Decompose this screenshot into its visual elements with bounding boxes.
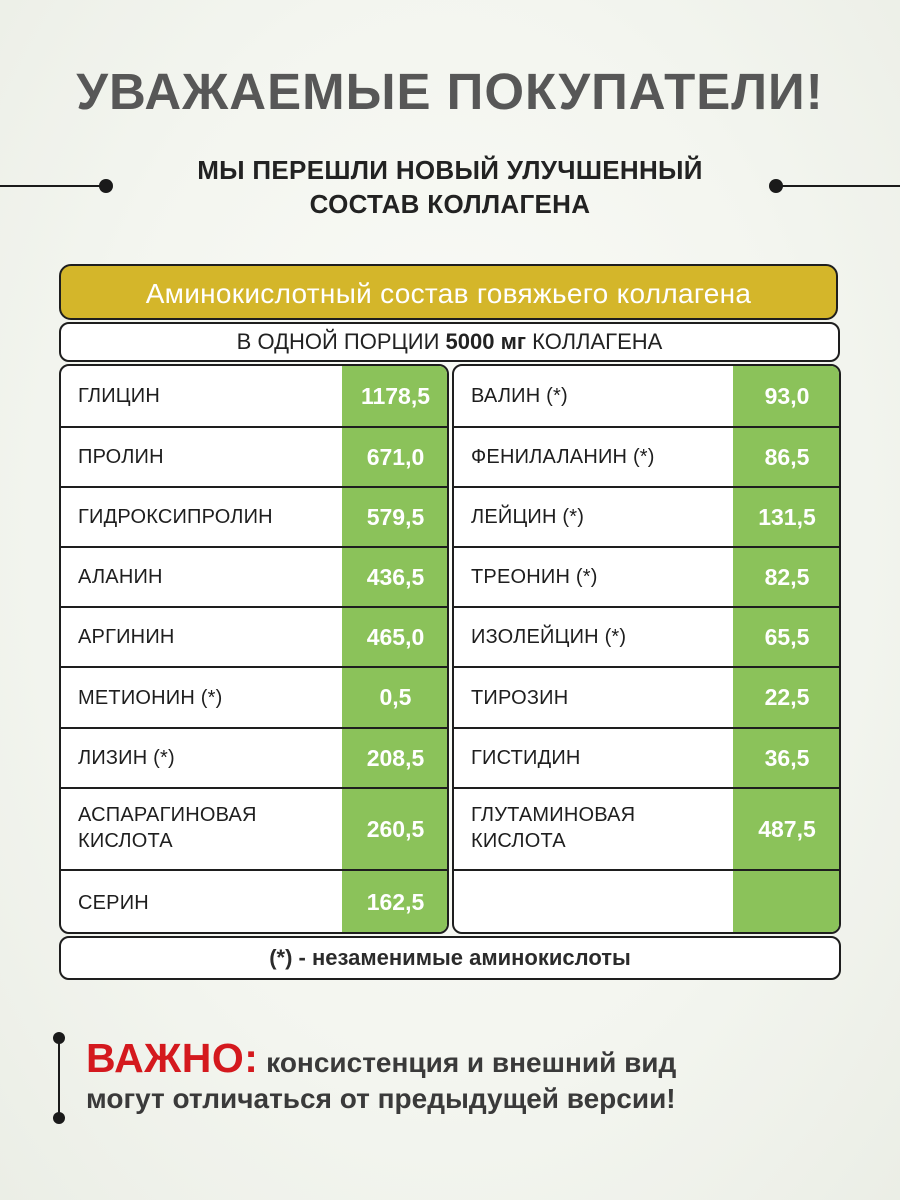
notice-line-1: консистенция и внешний вид [266,1047,677,1078]
amino-acid-name: СЕРИН [78,891,149,914]
amino-acid-name: ПРОЛИН [78,446,164,468]
notice-dot-top [53,1032,65,1044]
amino-acid-value: 36,5 [764,744,810,771]
table-row-right-2 [454,428,839,488]
amino-table-left [59,364,449,934]
portion-amount: 5000 мг [445,329,527,354]
subheadline-line-1: МЫ ПЕРЕШЛИ НОВЫЙ УЛУЧШЕННЫЙ [197,155,703,185]
table-row-right-8 [454,789,839,871]
amino-acid-value: 579,5 [366,503,425,530]
table-title: Аминокислотный состав говяжьего коллагена [59,264,838,320]
amino-acid-value: 0,5 [379,684,412,710]
notice-line-2: могут отличаться от предыдущей версии! [86,1083,676,1114]
amino-acid-value: 260,5 [366,815,425,842]
amino-acid-name: ТРЕОНИН (*) [471,566,598,588]
table-row-right-4 [454,548,839,608]
amino-acid-value: 1178,5 [360,382,431,409]
table-row-left-8 [61,789,447,871]
table-row-left-6 [61,668,447,729]
amino-acid-name: ГЛУТАМИНОВАЯ КИСЛОТА [471,803,636,852]
amino-acid-value: 162,5 [366,889,425,915]
amino-acid-value: 208,5 [366,744,425,771]
table-row-left-7 [61,729,447,789]
table-row-right-3 [454,488,839,548]
amino-acid-name: ТИРОЗИН [471,686,569,709]
subheadline-line-2: СОСТАВ КОЛЛАГЕНА [309,189,591,219]
table-row-left-9 [61,871,447,934]
table-row-right-9 [454,871,839,934]
table-row-left-5 [61,608,447,668]
amino-acid-name: ГИДРОКСИПРОЛИН [78,506,273,528]
amino-acid-value: 131,5 [758,503,816,530]
amino-acid-name [471,871,731,934]
important-notice [86,1035,866,1117]
notice-dot-bottom [53,1112,65,1124]
amino-acid-name: ИЗОЛЕЙЦИН (*) [471,626,627,648]
amino-table-right [452,364,841,934]
amino-acid-value: 487,5 [758,815,816,842]
amino-acid-name: ЛЕЙЦИН (*) [471,506,585,528]
amino-acid-name: ГИСТИДИН [471,747,581,769]
amino-acid-name: АРГИНИН [78,626,175,648]
table-row-right-5 [454,608,839,668]
subheadline [0,153,900,221]
amino-acid-name: МЕТИОНИН (*) [78,686,223,709]
table-row-left-2 [61,428,447,488]
footnote: (*) - незаменимые аминокислоты [59,936,841,980]
amino-acid-name: ФЕНИЛАЛАНИН (*) [471,446,655,468]
amino-acid-name: ЛИЗИН (*) [78,747,175,769]
amino-acid-value: 465,0 [366,623,425,650]
table-row-left-1 [61,366,447,428]
amino-acid-value: 86,5 [764,443,810,470]
amino-acid-name: ГЛИЦИН [78,385,161,407]
table-row-left-4 [61,548,447,608]
table-row-left-3 [61,488,447,548]
portion-suffix: КОЛЛАГЕНА [532,329,663,354]
amino-acid-value: 22,5 [764,684,810,710]
amino-acid-name: ВАЛИН (*) [471,385,568,407]
table-row-right-1 [454,366,839,428]
important-label: ВАЖНО: [86,1035,259,1081]
amino-acid-value: 436,5 [366,563,425,590]
portion-info [59,322,840,362]
portion-prefix: В ОДНОЙ ПОРЦИИ [236,329,440,354]
amino-acid-value [733,871,841,934]
table-row-right-6 [454,668,839,729]
amino-acid-name: АСПАРАГИНОВАЯ КИСЛОТА [78,803,257,852]
amino-acid-value: 93,0 [764,382,810,409]
amino-acid-name: АЛАНИН [78,566,163,588]
notice-vertical-line [58,1038,60,1118]
page-headline: УВАЖАЕМЫЕ ПОКУПАТЕЛИ! [76,63,824,120]
amino-acid-value: 671,0 [366,443,425,470]
table-row-right-7 [454,729,839,789]
amino-acid-value: 65,5 [764,623,810,650]
amino-acid-value: 82,5 [764,563,810,590]
